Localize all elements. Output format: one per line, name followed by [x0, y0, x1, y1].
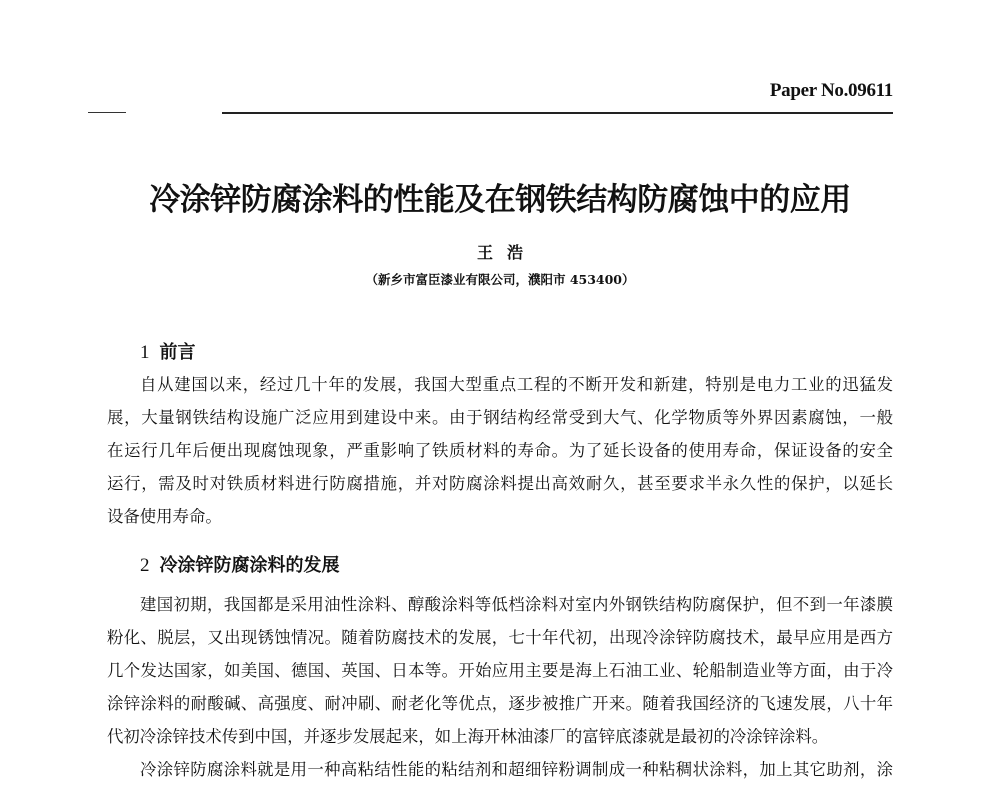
- text-line: 建国初期，我国都是采用油性涂料、醇酸涂料等低档涂料对室内外钢铁结构防腐保护，但不到一年漆膜: [140, 595, 893, 614]
- text-line: 设备使用寿命。: [107, 507, 222, 526]
- text-line: 展，大量钢铁结构设施广泛应用到建设中来。由于钢结构经常受到大气、化学物质等外界因素腐蚀，一般: [107, 408, 893, 427]
- text-line: 涂锌涂料的耐酸碱、高强度、耐冲刷、耐老化等优点，逐步被推广开来。随着我国经济的飞速发展，八十年: [107, 694, 893, 713]
- text-line: 在运行几年后便出现腐蚀现象，严重影响了铁质材料的寿命。为了延长设备的使用寿命，保证设备的安全: [107, 441, 893, 460]
- text-line: 自从建国以来，经过几十年的发展，我国大型重点工程的不断开发和新建，特别是电力工业的迅猛发: [140, 375, 893, 394]
- text-line: 几个发达国家，如美国、德国、英国、日本等。开始应用主要是海上石油工业、轮船制造业等方面，由于冷: [107, 661, 893, 680]
- paper-number: Paper No.09611: [769, 80, 893, 101]
- paper-title: 冷涂锌防腐涂料的性能及在钢铁结构防腐蚀中的应用: [149, 182, 851, 218]
- text-line: 运行，需及时对铁质材料进行防腐措施，并对防腐涂料提出高效耐久，甚至要求半永久性的保护，以延长: [107, 474, 893, 493]
- header-rule: [222, 112, 893, 114]
- section-number: 2: [140, 555, 150, 576]
- author-affiliation: （新乡市富臣漆业有限公司，濮阳市 453400）: [365, 272, 635, 287]
- text-line: 冷涂锌防腐涂料就是用一种高粘结性能的粘结剂和超细锌粉调制成一种粘稠状涂料，加上其它助剂，涂: [140, 760, 893, 779]
- text-line: 粉化、脱层，又出现锈蚀情况。随着防腐技术的发展，七十年代初，出现冷涂锌防腐技术，最早应用是西方: [107, 628, 893, 647]
- section-2-paragraph: [107, 588, 893, 786]
- text-line: 代初冷涂锌技术传到中国，并逐步发展起来，如上海开林油漆厂的富锌底漆就是最初的冷涂锌涂料。: [107, 727, 829, 746]
- section-number: 1: [140, 342, 150, 363]
- section-heading-1: [140, 338, 196, 364]
- section-heading-2: [140, 551, 340, 577]
- author-name: 王浩: [476, 243, 537, 262]
- section-title: 前言: [159, 342, 196, 363]
- section-title: 冷涂锌防腐涂料的发展: [159, 555, 340, 576]
- header-rule-fragment: [88, 112, 126, 113]
- section-1-paragraph: [107, 368, 893, 533]
